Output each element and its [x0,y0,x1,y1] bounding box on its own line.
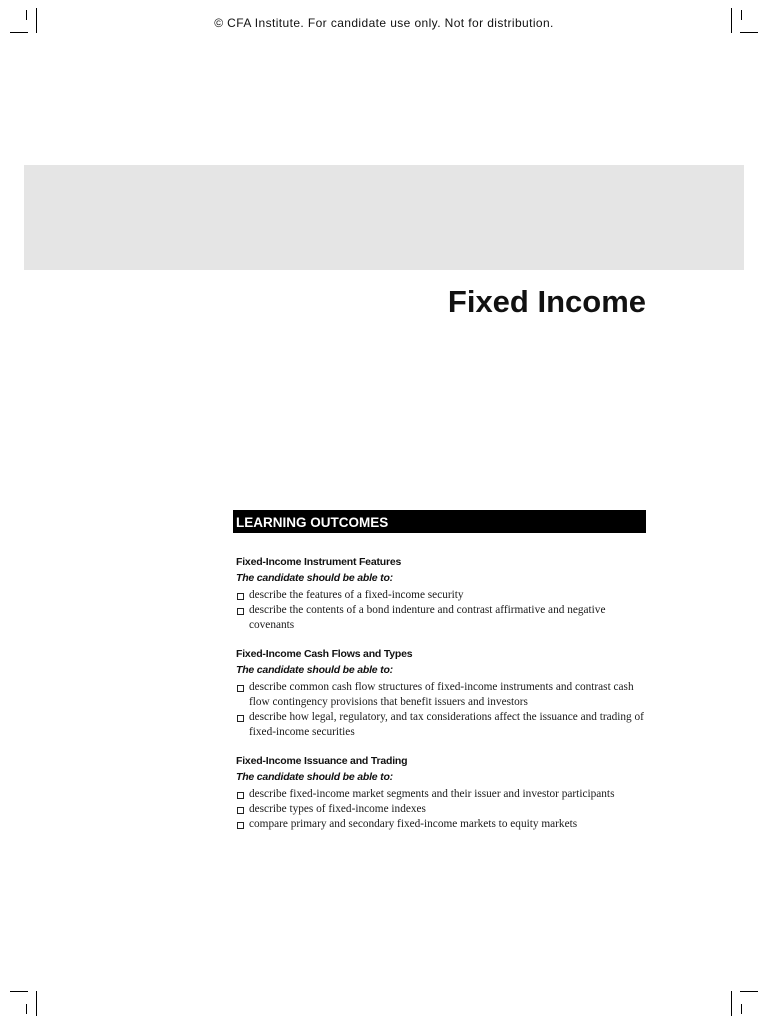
section-title: Fixed-Income Issuance and Trading [236,755,408,767]
outcome-item [236,603,648,633]
section-title: Fixed-Income Cash Flows and Types [236,648,413,660]
page-title: Fixed Income [447,284,646,319]
section-subtitle: The candidate should be able to: [236,771,393,783]
outcome-item [236,710,648,740]
outcome-text: describe fixed-income market segments and their issuer and investor participants [249,788,615,800]
checkbox-icon [237,715,244,722]
section-subtitle: The candidate should be able to: [236,664,393,676]
outcome-text: describe how legal, regulatory, and tax considerations affect the issuance and trading of fixed-income securities [249,711,644,738]
checkbox-icon [237,685,244,692]
section-subtitle: The candidate should be able to: [236,572,393,584]
outcome-section [236,556,648,633]
checkbox-icon [237,822,244,829]
checkbox-icon [237,608,244,615]
outcome-item [236,588,648,603]
outcome-text: describe the contents of a bond indenture and contrast affirmative and negative covenants [249,604,606,631]
checkbox-icon [237,593,244,600]
outcome-section [236,755,648,832]
outcome-text: describe common cash flow structures of fixed-income instruments and contrast cash flow contingency provisions that benefit issuers and investors [249,681,634,708]
outcome-text: describe types of fixed-income indexes [249,803,426,815]
outcome-item [236,802,648,817]
outcome-text: describe the features of a fixed-income security [249,589,464,601]
checkbox-icon [237,792,244,799]
section-title: Fixed-Income Instrument Features [236,556,402,568]
header-band [24,165,744,270]
checkbox-icon [237,807,244,814]
copyright-notice: © CFA Institute. For candidate use only. Not for distribution. [214,16,554,30]
outcome-item [236,787,648,802]
learning-outcomes-list [236,556,648,847]
outcome-section [236,648,648,740]
outcome-text: compare primary and secondary fixed-income markets to equity markets [249,818,578,830]
outcome-item [236,817,648,832]
learning-outcomes-heading: LEARNING OUTCOMES [233,510,646,533]
outcome-item [236,680,648,710]
